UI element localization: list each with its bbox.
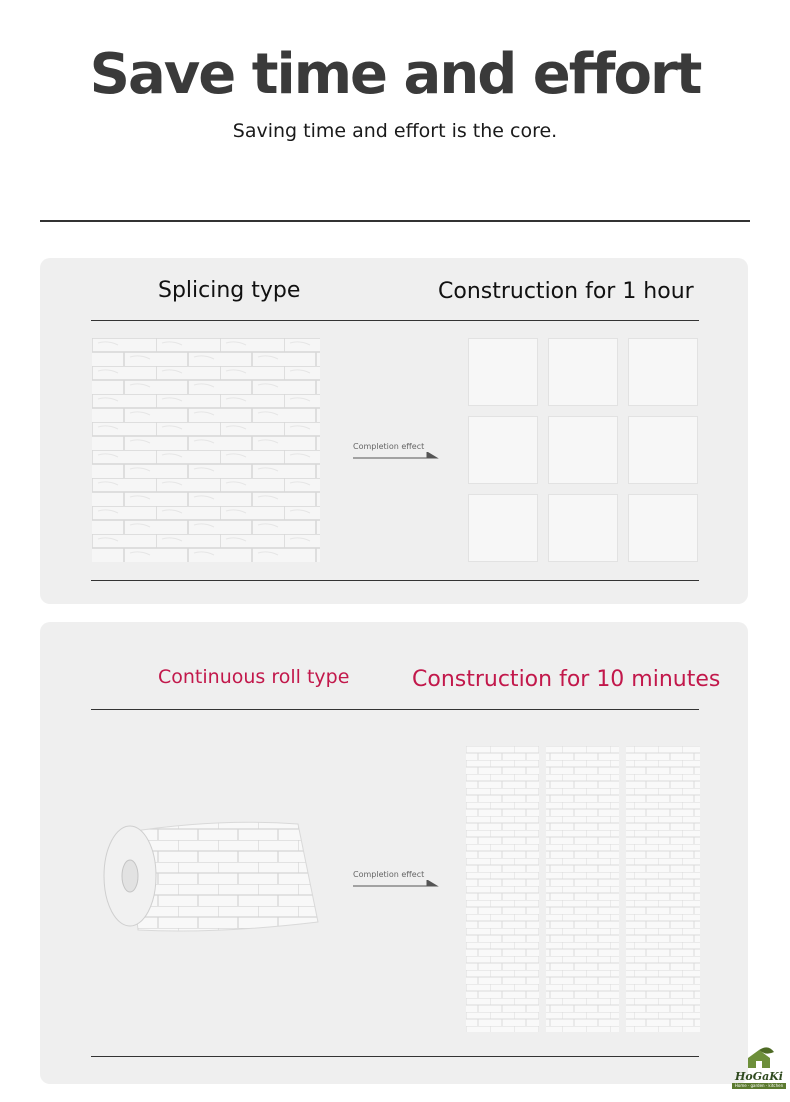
house-leaf-icon [742, 1046, 776, 1070]
wallpaper-roll-image [98, 818, 332, 936]
wall-tile [628, 494, 698, 562]
roll-arrow [353, 870, 439, 890]
splicing-brick-panel-image [92, 338, 320, 562]
wall-tile [548, 416, 618, 484]
roll-strip [466, 746, 539, 1032]
wall-tile [468, 494, 538, 562]
brand-tagline: Home · garden · kitchen [732, 1083, 786, 1089]
roll-top-rule [91, 709, 699, 710]
arrow-right-icon [353, 880, 439, 890]
wall-tile [548, 338, 618, 406]
wall-tile [548, 494, 618, 562]
brand-logo [730, 1046, 788, 1090]
roll-type-label: Continuous roll type [158, 666, 350, 688]
wall-tile [468, 416, 538, 484]
roll-duration-label: Construction for 10 minutes [412, 667, 721, 692]
roll-strip [546, 746, 619, 1032]
wall-tile [468, 338, 538, 406]
wall-tile [628, 416, 698, 484]
splicing-arrow-label: Completion effect [353, 442, 425, 451]
splicing-type-label: Splicing type [158, 278, 301, 303]
page-title: Save time and effort [89, 42, 701, 107]
brand-name: HoGaKi [735, 1070, 783, 1083]
arrow-right-icon [353, 452, 439, 462]
roll-strips-image [466, 746, 700, 1032]
page-subtitle: Saving time and effort is the core. [232, 120, 558, 142]
splicing-bottom-rule [91, 580, 699, 581]
roll-strip [626, 746, 700, 1032]
wall-tile [628, 338, 698, 406]
splicing-duration-label: Construction for 1 hour [438, 279, 694, 304]
roll-panel [40, 622, 748, 1084]
roll-bottom-rule [91, 1056, 699, 1057]
header-divider [40, 220, 750, 222]
splicing-top-rule [91, 320, 699, 321]
splicing-arrow [353, 442, 439, 462]
roll-arrow-label: Completion effect [353, 870, 425, 879]
splicing-panel [40, 258, 748, 604]
